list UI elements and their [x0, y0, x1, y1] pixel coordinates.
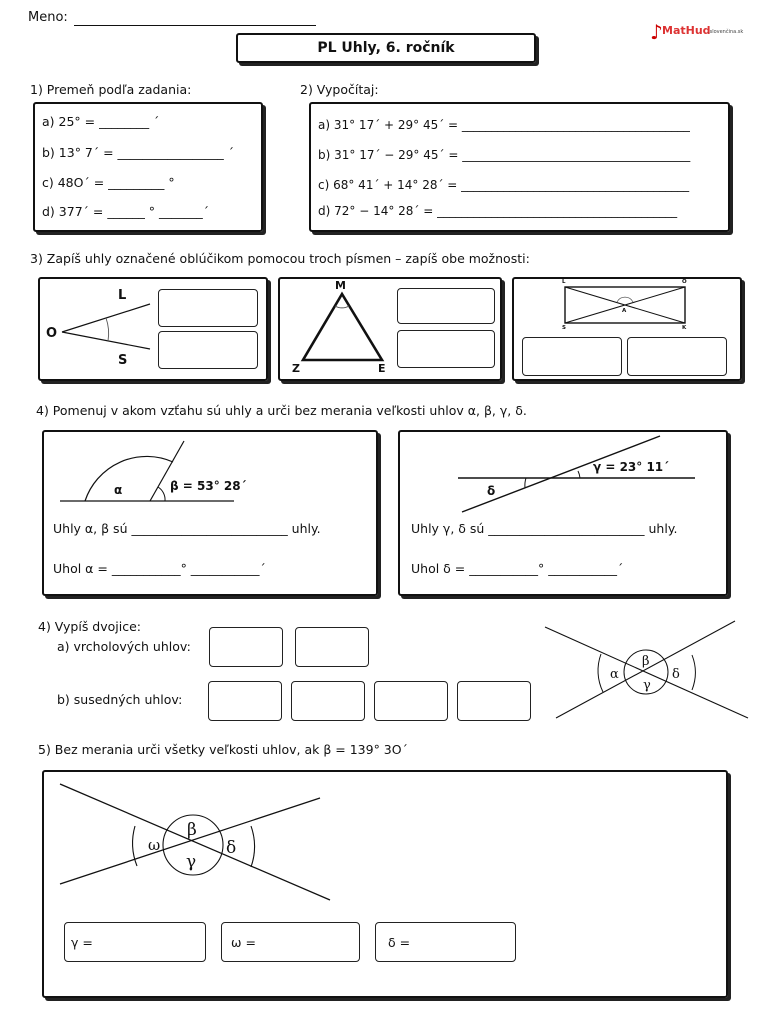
s4b-fig-alpha: α — [610, 667, 619, 682]
s4-left-beta-label: β = 53° 28´ — [170, 479, 247, 493]
s4b-fig-delta: δ — [672, 667, 680, 682]
s5-answer-gamma-label: γ = — [71, 935, 93, 950]
s4b-fig-gamma: γ — [643, 678, 651, 693]
page-title: PL Uhly, 6. ročník — [317, 40, 455, 56]
music-note-icon: ♪ — [650, 20, 663, 44]
s3-fig1-S: S — [118, 353, 128, 368]
s2-item-a[interactable]: a) 31° 17´ + 29° 45´ = ______________________________________ — [318, 118, 690, 132]
s3-fig2-M: M — [335, 279, 346, 292]
s5-fig-omega: ω — [148, 836, 161, 854]
logo-text: MatHud — [662, 24, 711, 37]
s1-item-c[interactable]: c) 48O´ = _________ ° — [42, 175, 175, 190]
s3-fig3-K: K — [682, 325, 687, 331]
s4-right-line2[interactable]: Uhol δ = ___________° ___________´ — [411, 561, 624, 576]
s1-item-a[interactable]: a) 25° = ________ ´ — [42, 114, 160, 129]
logo-sub: .slovenčina.sk — [708, 29, 744, 35]
s2-heading: 2) Vypočítaj: — [300, 82, 379, 97]
s3-fig3-L: L — [562, 279, 566, 285]
s5-answer-omega[interactable] — [221, 922, 360, 962]
name-label: Meno: — [28, 10, 68, 25]
s5-answer-gamma[interactable] — [64, 922, 206, 962]
s3-fig2-E: E — [378, 362, 386, 375]
s5-fig-delta: δ — [226, 838, 237, 858]
s4b-fig-beta: β — [642, 654, 650, 669]
s3-fig3-A: A — [622, 308, 627, 314]
s2-item-b[interactable]: b) 31° 17´ − 29° 45´ = ______________________________________ — [318, 148, 691, 162]
s2-item-d[interactable]: d) 72° − 14° 28´ = ________________________________________ — [318, 204, 678, 218]
s5-heading: 5) Bez merania urči všetky veľkosti uhlov, ak β = 139° 3O´ — [38, 742, 408, 757]
s4-right-line1[interactable]: Uhly γ, δ sú _________________________ uhly. — [411, 521, 678, 536]
s4-left-line1[interactable]: Uhly α, β sú _________________________ uhly. — [53, 521, 321, 536]
s3-fig1-L: L — [118, 288, 127, 303]
s5-fig-beta: β — [187, 820, 197, 840]
s3-heading: 3) Zapíš uhly označené oblúčikom pomocou troch písmen – zapíš obe možnosti: — [30, 251, 530, 266]
s5-answer-omega-label: ω = — [231, 935, 256, 950]
s4-right-gamma-label: γ = 23° 11´ — [593, 460, 670, 474]
s3-fig2-Z: Z — [292, 362, 300, 375]
s1-item-b[interactable]: b) 13° 7´ = _________________ ´ — [42, 145, 235, 160]
s1-item-d[interactable]: d) 377´ = ______ ° _______´ — [42, 204, 210, 219]
s5-answer-delta-label: δ = — [388, 935, 411, 950]
s4-right-delta: δ — [487, 484, 496, 498]
s5-fig-gamma: γ — [186, 852, 197, 872]
s3-fig3-O: O — [682, 279, 687, 285]
s1-heading: 1) Premeň podľa zadania: — [30, 82, 192, 97]
s4-heading: 4) Pomenuj v akom vzťahu sú uhly a urči bez merania veľkosti uhlov α, β, γ, δ. — [36, 403, 527, 418]
s5-answer-delta[interactable] — [375, 922, 516, 962]
s4b-b-label: b) susedných uhlov: — [57, 692, 183, 707]
s3-fig3-S: S — [562, 325, 566, 331]
s4b-a-label: a) vrcholových uhlov: — [57, 639, 191, 654]
s4b-heading: 4) Vypíš dvojice: — [38, 619, 142, 634]
s4-left-line2[interactable]: Uhol α = ___________° ___________´ — [53, 561, 266, 576]
s2-item-c[interactable]: c) 68° 41´ + 14° 28´ = ______________________________________ — [318, 178, 690, 192]
s4-left-alpha: α — [114, 483, 123, 497]
s3-fig1-O: O — [46, 326, 58, 341]
